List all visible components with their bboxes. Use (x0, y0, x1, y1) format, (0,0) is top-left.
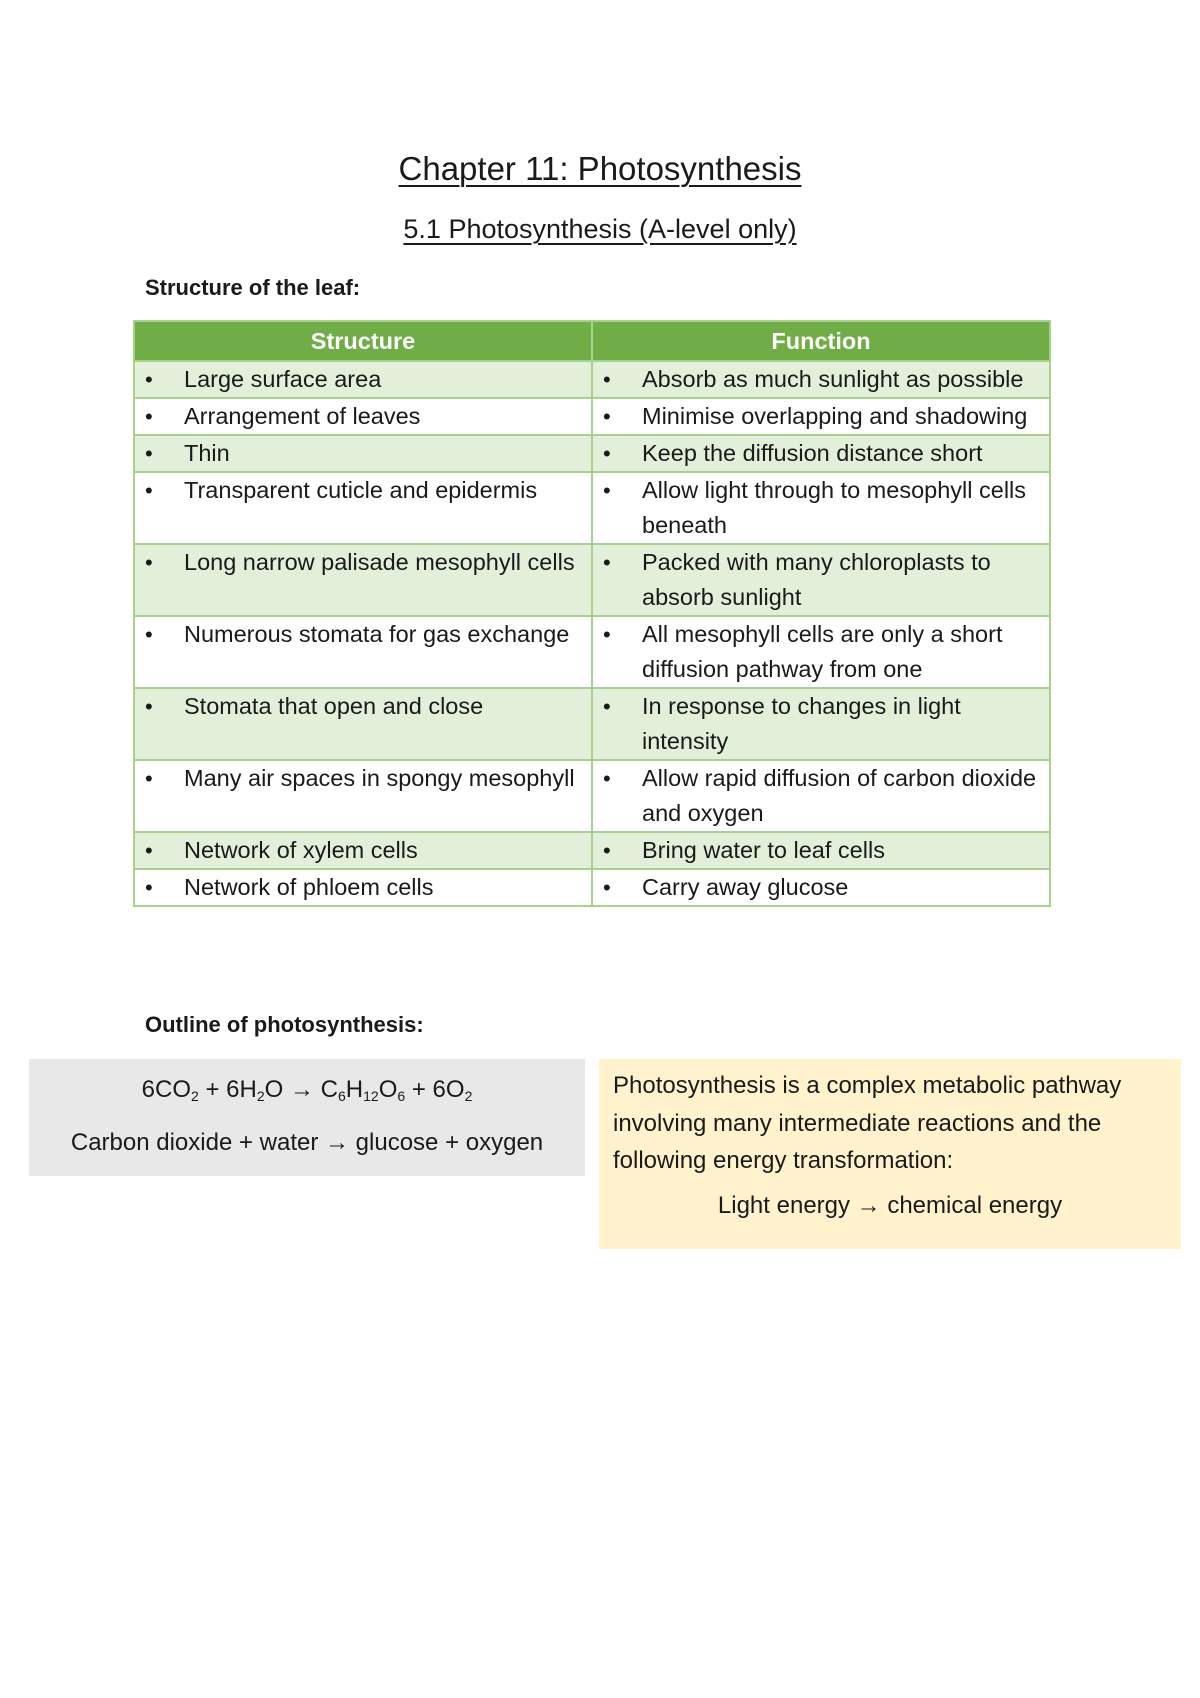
structure-text: Long narrow palisade mesophyll cells (184, 549, 575, 575)
table-row (134, 435, 1050, 472)
leaf-structure-table (133, 320, 1051, 907)
bullet-icon: • (145, 550, 153, 575)
word-equation: Carbon dioxide + water → glucose + oxygen (70, 1129, 544, 1156)
function-cell (592, 361, 1050, 398)
structure-column-header: Structure (134, 321, 592, 361)
bullet-icon: • (603, 367, 611, 392)
table-row (134, 832, 1050, 869)
function-cell (592, 869, 1050, 906)
equation-box (29, 1059, 585, 1176)
function-cell (592, 688, 1050, 760)
structure-text: Thin (184, 440, 230, 466)
function-cell (592, 435, 1050, 472)
structure-cell (134, 688, 592, 760)
bullet-icon: • (145, 838, 153, 863)
structure-text: Numerous stomata for gas exchange (184, 621, 570, 647)
table-row (134, 361, 1050, 398)
structure-cell (134, 435, 592, 472)
structure-cell (134, 472, 592, 544)
structure-cell (134, 760, 592, 832)
table-row (134, 616, 1050, 688)
function-text: All mesophyll cells are only a short diffusion pathway from one (642, 621, 1003, 682)
section-title: 5.1 Photosynthesis (A-level only) (403, 214, 797, 244)
bullet-icon: • (603, 622, 611, 647)
structure-cell (134, 398, 592, 435)
energy-equation: Light energy → chemical energy (717, 1192, 1063, 1219)
table-row (134, 544, 1050, 616)
function-text: Allow light through to mesophyll cells beneath (642, 477, 1027, 538)
table-row (134, 472, 1050, 544)
structure-text: Network of xylem cells (184, 837, 418, 863)
bullet-icon: • (145, 478, 153, 503)
function-text: Absorb as much sunlight as possible (642, 366, 1024, 392)
chemical-equation: $6CO_2 + 6H_2O \to C_6H_{12}O_6 + 6O_2$ (141, 1076, 473, 1104)
function-text: Bring water to leaf cells (642, 837, 885, 863)
structure-text: Arrangement of leaves (184, 403, 421, 429)
structure-cell (134, 616, 592, 688)
bullet-icon: • (145, 875, 153, 900)
bullet-icon: • (145, 441, 153, 466)
energy-note-box (599, 1059, 1181, 1249)
function-cell (592, 760, 1050, 832)
structure-cell (134, 869, 592, 906)
structure-cell (134, 832, 592, 869)
function-column-header: Function (592, 321, 1050, 361)
outline-heading: Outline of photosynthesis: (145, 1012, 424, 1037)
function-text: Carry away glucose (642, 874, 849, 900)
structure-text: Many air spaces in spongy mesophyll (184, 765, 575, 791)
bullet-icon: • (145, 694, 153, 719)
structure-cell (134, 361, 592, 398)
page-title: Chapter 11: Photosynthesis (398, 150, 802, 187)
function-text: Packed with many chloroplasts to absorb sunlight (642, 549, 991, 610)
bullet-icon: • (603, 766, 611, 791)
table-row (134, 688, 1050, 760)
function-cell (592, 616, 1050, 688)
bullet-icon: • (603, 550, 611, 575)
function-cell (592, 398, 1050, 435)
table-row (134, 760, 1050, 832)
function-cell (592, 832, 1050, 869)
structure-text: Network of phloem cells (184, 874, 434, 900)
bullet-icon: • (145, 622, 153, 647)
structure-text: Transparent cuticle and epidermis (184, 477, 538, 503)
bullet-icon: • (603, 441, 611, 466)
structure-cell (134, 544, 592, 616)
bullet-icon: • (603, 478, 611, 503)
bullet-icon: • (603, 875, 611, 900)
function-cell (592, 472, 1050, 544)
leaf-structure-heading: Structure of the leaf: (145, 275, 361, 300)
bullet-icon: • (145, 404, 153, 429)
function-cell (592, 544, 1050, 616)
bullet-icon: • (145, 367, 153, 392)
structure-text: Large surface area (184, 366, 382, 392)
note-text: Photosynthesis is a complex metabolic pathway involving many intermediate reactions and the following energy transformation: (613, 1072, 1122, 1174)
function-text: Allow rapid diffusion of carbon dioxide and oxygen (642, 765, 1037, 826)
bullet-icon: • (145, 766, 153, 791)
bullet-icon: • (603, 404, 611, 429)
table-header-row (134, 321, 1050, 361)
table-row (134, 869, 1050, 906)
structure-text: Stomata that open and close (184, 693, 484, 719)
function-text: In response to changes in light intensity (642, 693, 961, 754)
table-row (134, 398, 1050, 435)
bullet-icon: • (603, 838, 611, 863)
function-text: Keep the diffusion distance short (642, 440, 983, 466)
function-text: Minimise overlapping and shadowing (642, 403, 1028, 429)
bullet-icon: • (603, 694, 611, 719)
